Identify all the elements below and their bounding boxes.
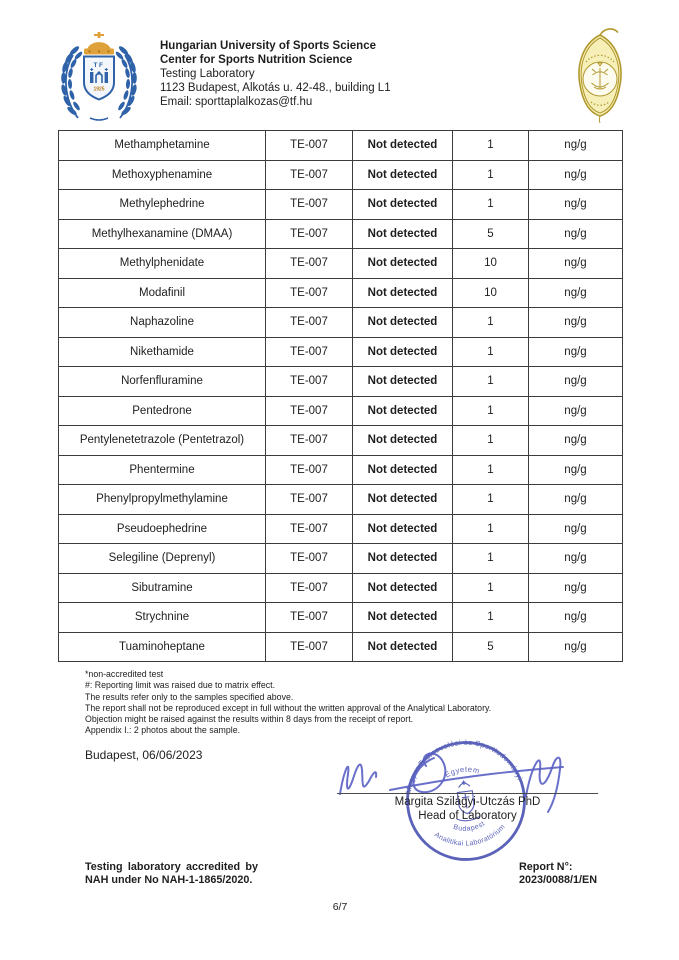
table-row (59, 367, 623, 397)
cell-method: TE-007 (266, 219, 353, 249)
cell-unit: ng/g (529, 131, 623, 161)
cell-substance: Pentylenetetrazole (Pentetrazol) (59, 426, 266, 456)
cell-substance: Methylephedrine (59, 190, 266, 220)
cell-method: TE-007 (266, 632, 353, 662)
cell-substance: Phentermine (59, 455, 266, 485)
letterhead (160, 39, 391, 109)
org-lab-line: Testing Laboratory (160, 68, 255, 80)
cell-result: Not detected (353, 603, 453, 633)
cell-substance: Strychnine (59, 603, 266, 633)
cell-method: TE-007 (266, 160, 353, 190)
report-number-label: Report N°: (519, 861, 573, 873)
gold-award-emblem (560, 25, 640, 125)
cell-substance: Modafinil (59, 278, 266, 308)
cell-substance: Selegiline (Deprenyl) (59, 544, 266, 574)
cell-unit: ng/g (529, 190, 623, 220)
org-email-line: Email: sporttaplalkozas@tf.hu (160, 96, 313, 108)
cell-reporting-limit: 1 (453, 426, 529, 456)
table-row (59, 603, 623, 633)
cell-method: TE-007 (266, 426, 353, 456)
cell-reporting-limit: 5 (453, 219, 529, 249)
cell-unit: ng/g (529, 632, 623, 662)
table-row (59, 455, 623, 485)
university-crest-logo (53, 31, 145, 123)
cell-reporting-limit: 1 (453, 190, 529, 220)
cell-result: Not detected (353, 367, 453, 397)
footnote-line: The results refer only to the samples specified above. (85, 691, 294, 702)
table-row (59, 632, 623, 662)
cell-unit: ng/g (529, 485, 623, 515)
cell-method: TE-007 (266, 278, 353, 308)
cell-substance: Naphazoline (59, 308, 266, 338)
cell-substance: Pseudoephedrine (59, 514, 266, 544)
report-number-value: 2023/0088/1/EN (519, 874, 598, 886)
cell-substance: Methamphetamine (59, 131, 266, 161)
footnote-line: The report shall not be reproduced except in full without the written approval of the Analytical Laboratory. (85, 702, 492, 713)
cell-reporting-limit: 1 (453, 367, 529, 397)
cell-method: TE-007 (266, 308, 353, 338)
cell-method: TE-007 (266, 514, 353, 544)
cell-substance: Methoxyphenamine (59, 160, 266, 190)
signatory-title: Head of Laboratory (418, 809, 517, 822)
cell-reporting-limit: 1 (453, 573, 529, 603)
cell-substance: Tuaminoheptane (59, 632, 266, 662)
cell-result: Not detected (353, 426, 453, 456)
cell-reporting-limit: 1 (453, 455, 529, 485)
cell-result: Not detected (353, 337, 453, 367)
page-number: 6/7 (332, 901, 348, 913)
cell-reporting-limit: 10 (453, 249, 529, 279)
cell-substance: Methylphenidate (59, 249, 266, 279)
cell-method: TE-007 (266, 396, 353, 426)
stamp-arc-top2-text: Egyetem (443, 764, 481, 780)
table-row (59, 190, 623, 220)
svg-text:1925: 1925 (93, 86, 105, 93)
cell-unit: ng/g (529, 396, 623, 426)
cell-reporting-limit: 1 (453, 485, 529, 515)
cell-method: TE-007 (266, 249, 353, 279)
accreditation-note: Testing laboratory accredited by NAH under No NAH-1-1865/2020. (85, 861, 258, 886)
stamp-arc-bottom-text: Analitikai Laboratórium (433, 823, 507, 848)
cell-result: Not detected (353, 514, 453, 544)
cell-result: Not detected (353, 632, 453, 662)
cell-reporting-limit: 1 (453, 160, 529, 190)
cell-unit: ng/g (529, 249, 623, 279)
cell-reporting-limit: 1 (453, 337, 529, 367)
cell-result: Not detected (353, 308, 453, 338)
cell-reporting-limit: 5 (453, 632, 529, 662)
org-center-line: Center for Sports Nutrition Science (160, 54, 353, 66)
stamp-arc-bottom2-text: Budapest (452, 820, 487, 833)
cell-unit: ng/g (529, 278, 623, 308)
crown-icon (84, 32, 114, 55)
footnote-line: Objection might be raised against the results within 8 days from the receipt of report. (85, 714, 414, 725)
cell-method: TE-007 (266, 190, 353, 220)
cell-reporting-limit: 1 (453, 308, 529, 338)
cell-result: Not detected (353, 278, 453, 308)
cell-unit: ng/g (529, 544, 623, 574)
cell-unit: ng/g (529, 426, 623, 456)
org-name-line: Hungarian University of Sports Science (160, 40, 377, 52)
cell-substance: Methylhexanamine (DMAA) (59, 219, 266, 249)
org-address-line: 1123 Budapest, Alkotás u. 42-48., building L1 (160, 82, 391, 94)
cell-result: Not detected (353, 131, 453, 161)
cell-method: TE-007 (266, 455, 353, 485)
footnotes-block (85, 669, 491, 737)
table-row (59, 426, 623, 456)
analysis-results-table (58, 130, 623, 662)
footnote-line: #: Reporting limit was raised due to matrix effect. (85, 680, 276, 691)
table-row (59, 514, 623, 544)
cell-method: TE-007 (266, 573, 353, 603)
report-number-block (519, 861, 597, 887)
cell-result: Not detected (353, 160, 453, 190)
cell-unit: ng/g (529, 308, 623, 338)
table-row (59, 485, 623, 515)
cell-unit: ng/g (529, 160, 623, 190)
cell-result: Not detected (353, 573, 453, 603)
cell-reporting-limit: 10 (453, 278, 529, 308)
table-row (59, 160, 623, 190)
tf-shield (84, 57, 114, 100)
cell-substance: Phenylpropylmethylamine (59, 485, 266, 515)
cell-reporting-limit: 1 (453, 514, 529, 544)
results-table-body (59, 131, 623, 662)
cell-method: TE-007 (266, 131, 353, 161)
table-row (59, 573, 623, 603)
cell-reporting-limit: 1 (453, 544, 529, 574)
cell-reporting-limit: 1 (453, 131, 529, 161)
table-row (59, 337, 623, 367)
signature-line (337, 793, 598, 794)
cell-method: TE-007 (266, 603, 353, 633)
signatory-name: Margita Szilágyi-Utczás PhD (394, 796, 541, 808)
cell-unit: ng/g (529, 573, 623, 603)
stamp-arc-top-text: Magyar Testnevelési és Sporttudományi (403, 737, 525, 795)
table-row (59, 544, 623, 574)
footnote-line: Appendix I.: 2 photos about the sample. (85, 725, 241, 736)
signatory-block (337, 796, 598, 823)
cell-result: Not detected (353, 249, 453, 279)
cell-substance: Pentedrone (59, 396, 266, 426)
table-row (59, 249, 623, 279)
cell-result: Not detected (353, 485, 453, 515)
cell-method: TE-007 (266, 367, 353, 397)
cell-substance: Norfenfluramine (59, 367, 266, 397)
cell-unit: ng/g (529, 455, 623, 485)
cell-method: TE-007 (266, 337, 353, 367)
cell-substance: Sibutramine (59, 573, 266, 603)
cell-method: TE-007 (266, 544, 353, 574)
cell-result: Not detected (353, 544, 453, 574)
cell-result: Not detected (353, 219, 453, 249)
cell-result: Not detected (353, 396, 453, 426)
cell-result: Not detected (353, 455, 453, 485)
cell-unit: ng/g (529, 367, 623, 397)
cell-unit: ng/g (529, 219, 623, 249)
table-row (59, 219, 623, 249)
footnote-line: *non-accredited test (85, 669, 164, 679)
cell-unit: ng/g (529, 514, 623, 544)
table-row (59, 278, 623, 308)
cell-unit: ng/g (529, 603, 623, 633)
cell-method: TE-007 (266, 485, 353, 515)
cell-unit: ng/g (529, 337, 623, 367)
cell-reporting-limit: 1 (453, 603, 529, 633)
cell-result: Not detected (353, 190, 453, 220)
table-row (59, 131, 623, 161)
date-line: Budapest, 06/06/2023 (85, 748, 203, 762)
table-row (59, 396, 623, 426)
table-row (59, 308, 623, 338)
cell-substance: Nikethamide (59, 337, 266, 367)
cell-reporting-limit: 1 (453, 396, 529, 426)
svg-text:TF: TF (93, 62, 105, 69)
